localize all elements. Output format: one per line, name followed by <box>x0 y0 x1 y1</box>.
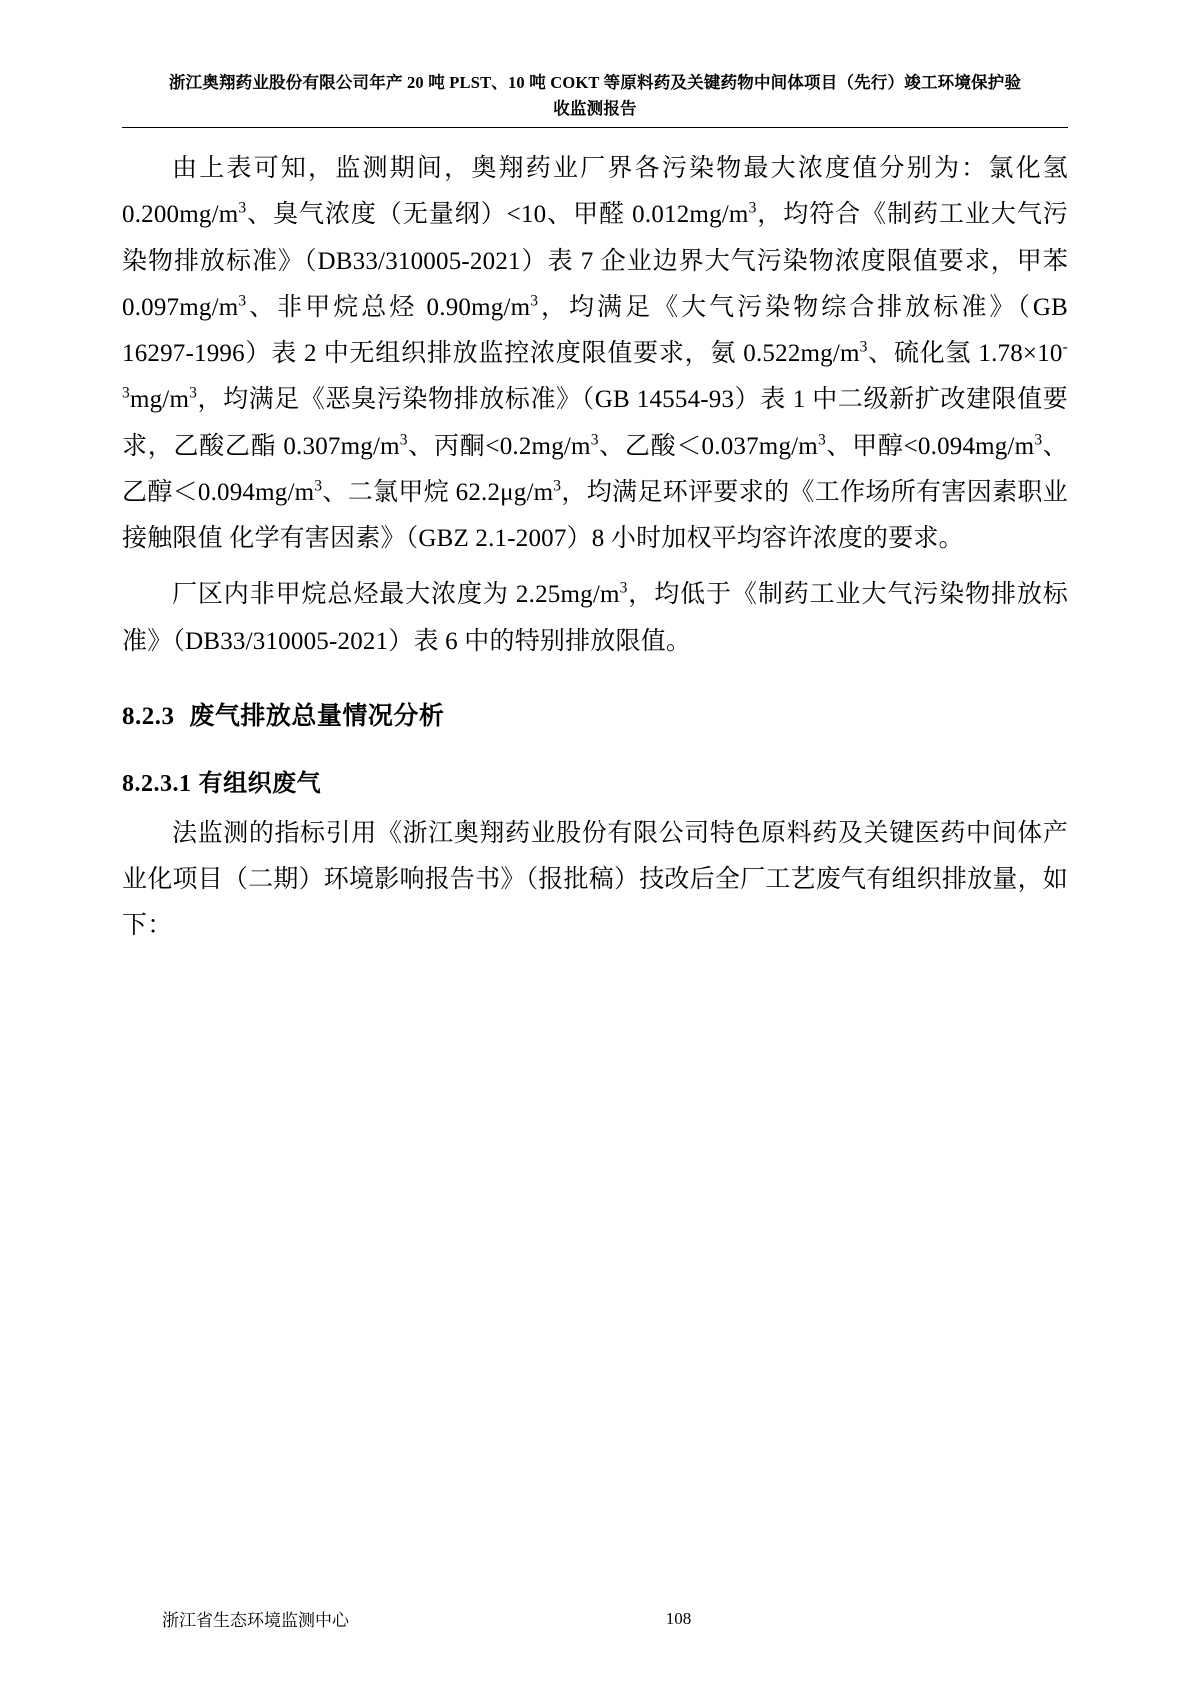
document-body <box>122 146 1068 949</box>
subheading-text: 有组织废气 <box>198 770 322 798</box>
text-run: 厂区内非甲烷总烃最大浓度为 2.25mg/m <box>172 581 620 609</box>
text-run: ，均符合《制药工业大气污染物排放标准》（DB33/310005-2021）表 7 企业边界大气污染物浓度限值要求，甲苯 0.097mg/m <box>122 201 1068 321</box>
superscript: 3 <box>189 385 198 403</box>
superscript: 3 <box>238 200 247 218</box>
paragraph-organized-exhaust: 法监测的指标引用《浙江奥翔药业股份有限公司特色原料药及关键医药中间体产业化项目（二期）环境影响报告书》（报批稿）技改后全厂工艺废气有组织排放量，如下： <box>122 819 1068 940</box>
section-heading-8-2-3 <box>122 693 1068 740</box>
footer-page-number: 108 <box>665 1608 692 1628</box>
superscript: 3 <box>530 292 539 310</box>
superscript: 3 <box>748 200 757 218</box>
superscript: 3 <box>238 292 247 310</box>
heading-number: 8.2.3 <box>122 702 175 730</box>
text-run: ，均满足《大气污染物综合排放标准》（GB 16297-1996）表 2 中无组织排放监控浓度限值要求，氨 0.522mg/m <box>122 293 1069 368</box>
footer-organization: 浙江省生态环境监测中心 <box>162 1611 349 1630</box>
text-run: 、乙酸＜0.037mg/m <box>598 432 818 460</box>
superscript: 3 <box>590 431 599 449</box>
header-divider <box>122 127 1068 128</box>
heading-text: 废气排放总量情况分析 <box>189 701 445 730</box>
superscript: 3 <box>553 477 562 495</box>
superscript: -3 <box>122 338 1068 403</box>
text-run: 、丙酮<0.2mg/m <box>407 432 591 460</box>
text-run: 、非甲烷总烃 0.90mg/m <box>246 293 531 321</box>
paragraph-pollutant-summary <box>122 146 1068 562</box>
superscript: 3 <box>619 580 628 598</box>
page-header <box>122 70 1068 121</box>
superscript: 3 <box>817 431 826 449</box>
paragraph-nmhc-limit <box>122 572 1068 665</box>
text-run: 、乙醇＜0.094mg/m <box>122 432 1068 506</box>
text-run: 、甲醇<0.094mg/m <box>825 432 1035 460</box>
text-run: 、二氯甲烷 62.2μg/m <box>322 478 554 506</box>
section-heading-8-2-3-1 <box>122 762 1068 806</box>
superscript: 3 <box>314 477 323 495</box>
text-run: 、臭气浓度（无量纲）<10、甲醛 0.012mg/m <box>246 201 749 229</box>
superscript: 3 <box>859 338 868 356</box>
header-line-1: 浙江奥翔药业股份有限公司年产 20 吨 PLST、10 吨 COKT 等原料药及关键药物中间体项目（先行）竣工环境保护验 <box>168 73 1022 92</box>
text-run: 由上表可知，监测期间，奥翔药业厂界各污染物最大浓度值分别为：氯化氢 0.200mg/m <box>122 155 1068 229</box>
superscript: 3 <box>399 431 408 449</box>
text-run: 、硫化氢 1.78×10 <box>867 340 1063 368</box>
subheading-number: 8.2.3.1 <box>122 771 192 798</box>
text-run: ，均低于《制药工业大气污染物排放标准》（DB33/310005-2021）表 6 中的特别排放限值。 <box>122 581 1068 655</box>
superscript: 3 <box>1034 431 1043 449</box>
text-run: mg/m <box>129 386 190 414</box>
header-line-2: 收监测报告 <box>553 98 637 118</box>
text-run: ，均满足《恶臭污染物排放标准》（GB 14554-93）表 1 中二级新扩改建限值要求，乙酸乙酯 0.307mg/m <box>122 386 1068 460</box>
text-run: ，均满足环评要求的《工作场所有害因素职业接触限值 化学有害因素》（GBZ 2.1-2007）8 小时加权平均容许浓度的要求。 <box>122 478 1068 553</box>
page-footer <box>122 1606 1068 1631</box>
